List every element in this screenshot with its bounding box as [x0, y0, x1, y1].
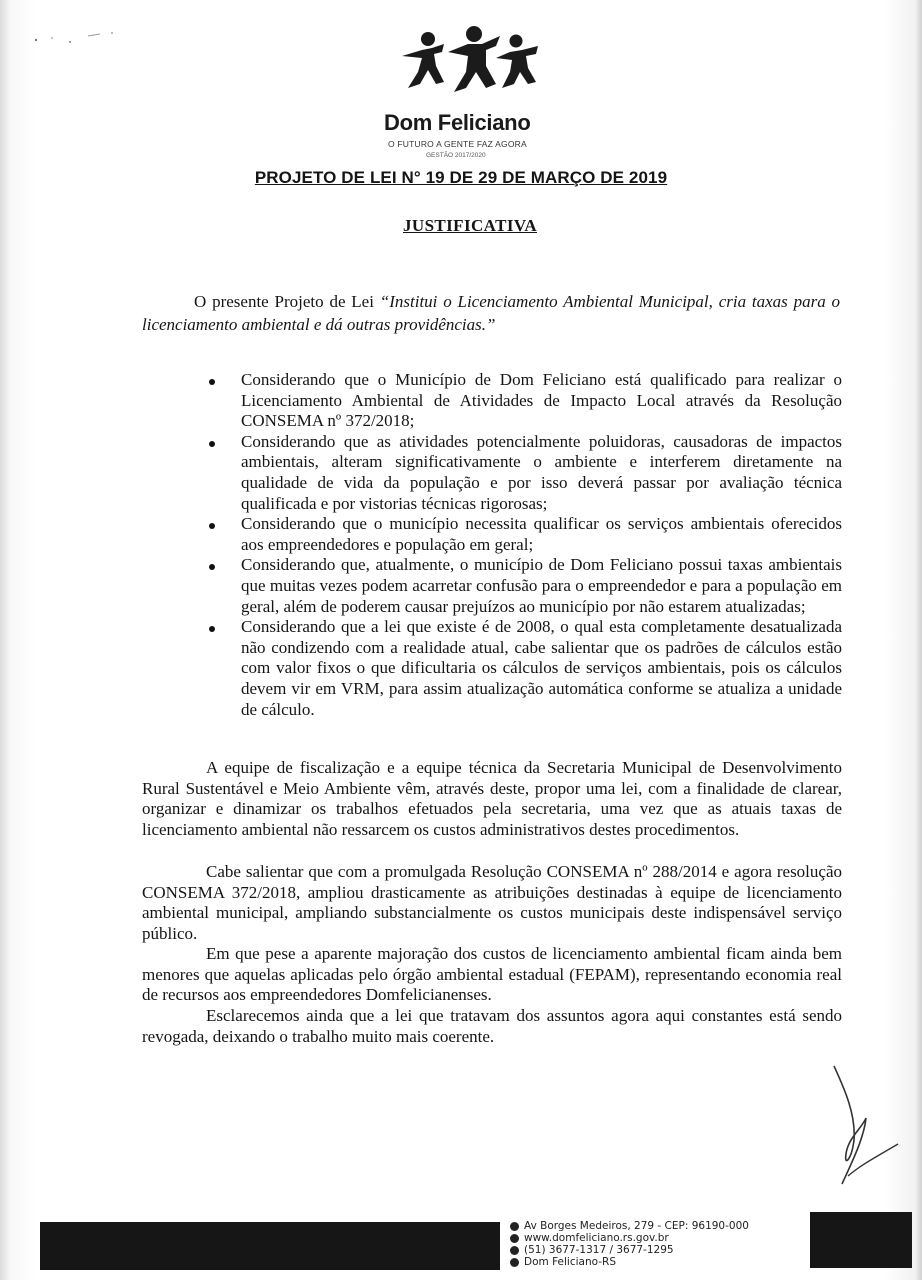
- list-item: [207, 432, 842, 514]
- list-item-text: Considerando que a lei que existe é de 2008, o qual esta completamente desatualizada não condizendo com a realidade atual, cabe salientar que os padrões de cálculos estão com valor fixos o que dificultaria os cálculos de serviços ambientais, pois os cálculos devem vir em VRM, para assim atualização automática conforme se atualiza a unidade de cálculo.: [241, 617, 842, 719]
- three-people-figures-icon: [392, 26, 542, 98]
- list-item: [207, 555, 842, 617]
- footer-address: Av Borges Medeiros, 279 - CEP: 96190-000: [524, 1220, 749, 1232]
- body-paragraph: [142, 758, 842, 840]
- list-item: [207, 514, 842, 555]
- bullet-icon: [209, 626, 215, 632]
- footer-phone-row: [510, 1244, 810, 1256]
- footer-phone: (51) 3677-1317 / 3677-1295: [524, 1244, 674, 1256]
- document-title: PROJETO DE LEI N° 19 DE 29 DE MARÇO DE 2019: [254, 168, 668, 187]
- page-edge-shadow-left: [0, 0, 10, 1280]
- considerations-list: [207, 370, 842, 720]
- list-item: [207, 370, 842, 432]
- body-paragraph: [142, 944, 842, 1006]
- phone-icon: [510, 1246, 519, 1255]
- list-item-text: Considerando que o Município de Dom Feliciano está qualificado para realizar o Licenciamento Ambiental de Atividades de Impacto Local através da Resolução CONSEMA nº 372/2018;: [241, 370, 842, 431]
- page-edge-shadow-right: [914, 0, 922, 1280]
- logo-slogan: O FUTURO A GENTE FAZ AGORA: [388, 139, 527, 149]
- footer-contact: [510, 1220, 810, 1268]
- logo-name: Dom Feliciano: [384, 110, 531, 135]
- footer-bar-right: [810, 1212, 912, 1268]
- handwritten-signature: [822, 1058, 902, 1188]
- list-item-text: Considerando que o município necessita qualificar os serviços ambientais oferecidos aos empreendedores e população em geral;: [241, 514, 842, 554]
- bullet-icon: [209, 441, 215, 447]
- bullet-icon: [209, 379, 215, 385]
- list-item-text: Considerando que, atualmente, o município de Dom Feliciano possui taxas ambientais que muitas vezes podem acarretar confusão para o empreendedor e para a população em geral, além de poderem causar prejuízos ao município por não estarem atualizadas;: [241, 555, 842, 616]
- footer-city: Dom Feliciano-RS: [524, 1256, 616, 1268]
- document-subtitle: JUSTIFICATIVA: [403, 216, 537, 235]
- paragraph-text: Em que pese a aparente majoração dos custos de licenciamento ambiental ficam ainda bem menores que aquelas aplicadas pelo órgão ambiental estadual (FEPAM), representando economia real de recursos aos empreendedores Domfelicianenses.: [142, 944, 842, 1005]
- body-paragraph: [142, 862, 842, 944]
- paragraph-text: Esclarecemos ainda que a lei que tratavam dos assuntos agora aqui constantes está sendo revogada, deixando o trabalho muito mais coerente.: [142, 1006, 842, 1046]
- footer-bar-left: [40, 1222, 500, 1270]
- bullet-icon: [209, 523, 215, 529]
- intro-quote: “Institui o Licenciamento Ambiental Municipal, cria taxas para o licenciamento ambiental e dá outras providências.”: [142, 292, 841, 334]
- bullet-icon: [209, 564, 215, 570]
- paragraph-text: Cabe salientar que com a promulgada Resolução CONSEMA nº 288/2014 e agora resolução CONSEMA 372/2018, ampliou drasticamente as atribuições destinadas à equipe de licenciamento ambiental municipal, ampliando substancialmente os custos municipais deste indispensável serviço público.: [142, 862, 842, 943]
- location-icon: [510, 1222, 519, 1231]
- intro-paragraph: [142, 290, 840, 336]
- municipality-logo: [384, 26, 554, 159]
- list-item: [207, 617, 842, 720]
- paragraph-text: A equipe de fiscalização e a equipe técnica da Secretaria Municipal de Desenvolvimento Rural Sustentável e Meio Ambiente vêm, através deste, propor uma lei, com a finalidade de clarear, organizar e dinamizar os trabalhos efetuados pela secretaria, uma vez que as atuais taxas de licenciamento ambiental não ressarcem os custos administrativos destes procedimentos.: [142, 758, 842, 839]
- scan-specks: [30, 28, 120, 48]
- pin-icon: [510, 1258, 519, 1267]
- logo-term: GESTÃO 2017/2020: [426, 152, 486, 159]
- globe-icon: [510, 1234, 519, 1243]
- footer-website-row: [510, 1232, 810, 1244]
- footer-city-row: [510, 1256, 810, 1268]
- footer-address-row: [510, 1220, 810, 1232]
- footer-website: www.domfeliciano.rs.gov.br: [524, 1232, 669, 1244]
- body-paragraph: [142, 1006, 842, 1047]
- intro-lead: O presente Projeto de Lei: [194, 292, 380, 311]
- list-item-text: Considerando que as atividades potencialmente poluidoras, causadoras de impactos ambientais, alteram significativamente o ambiente e interferem diretamente na qualidade de vida da população e por isso deverá passar por avaliação técnica qualificada e por vistorias técnicas rigorosas;: [241, 431, 842, 513]
